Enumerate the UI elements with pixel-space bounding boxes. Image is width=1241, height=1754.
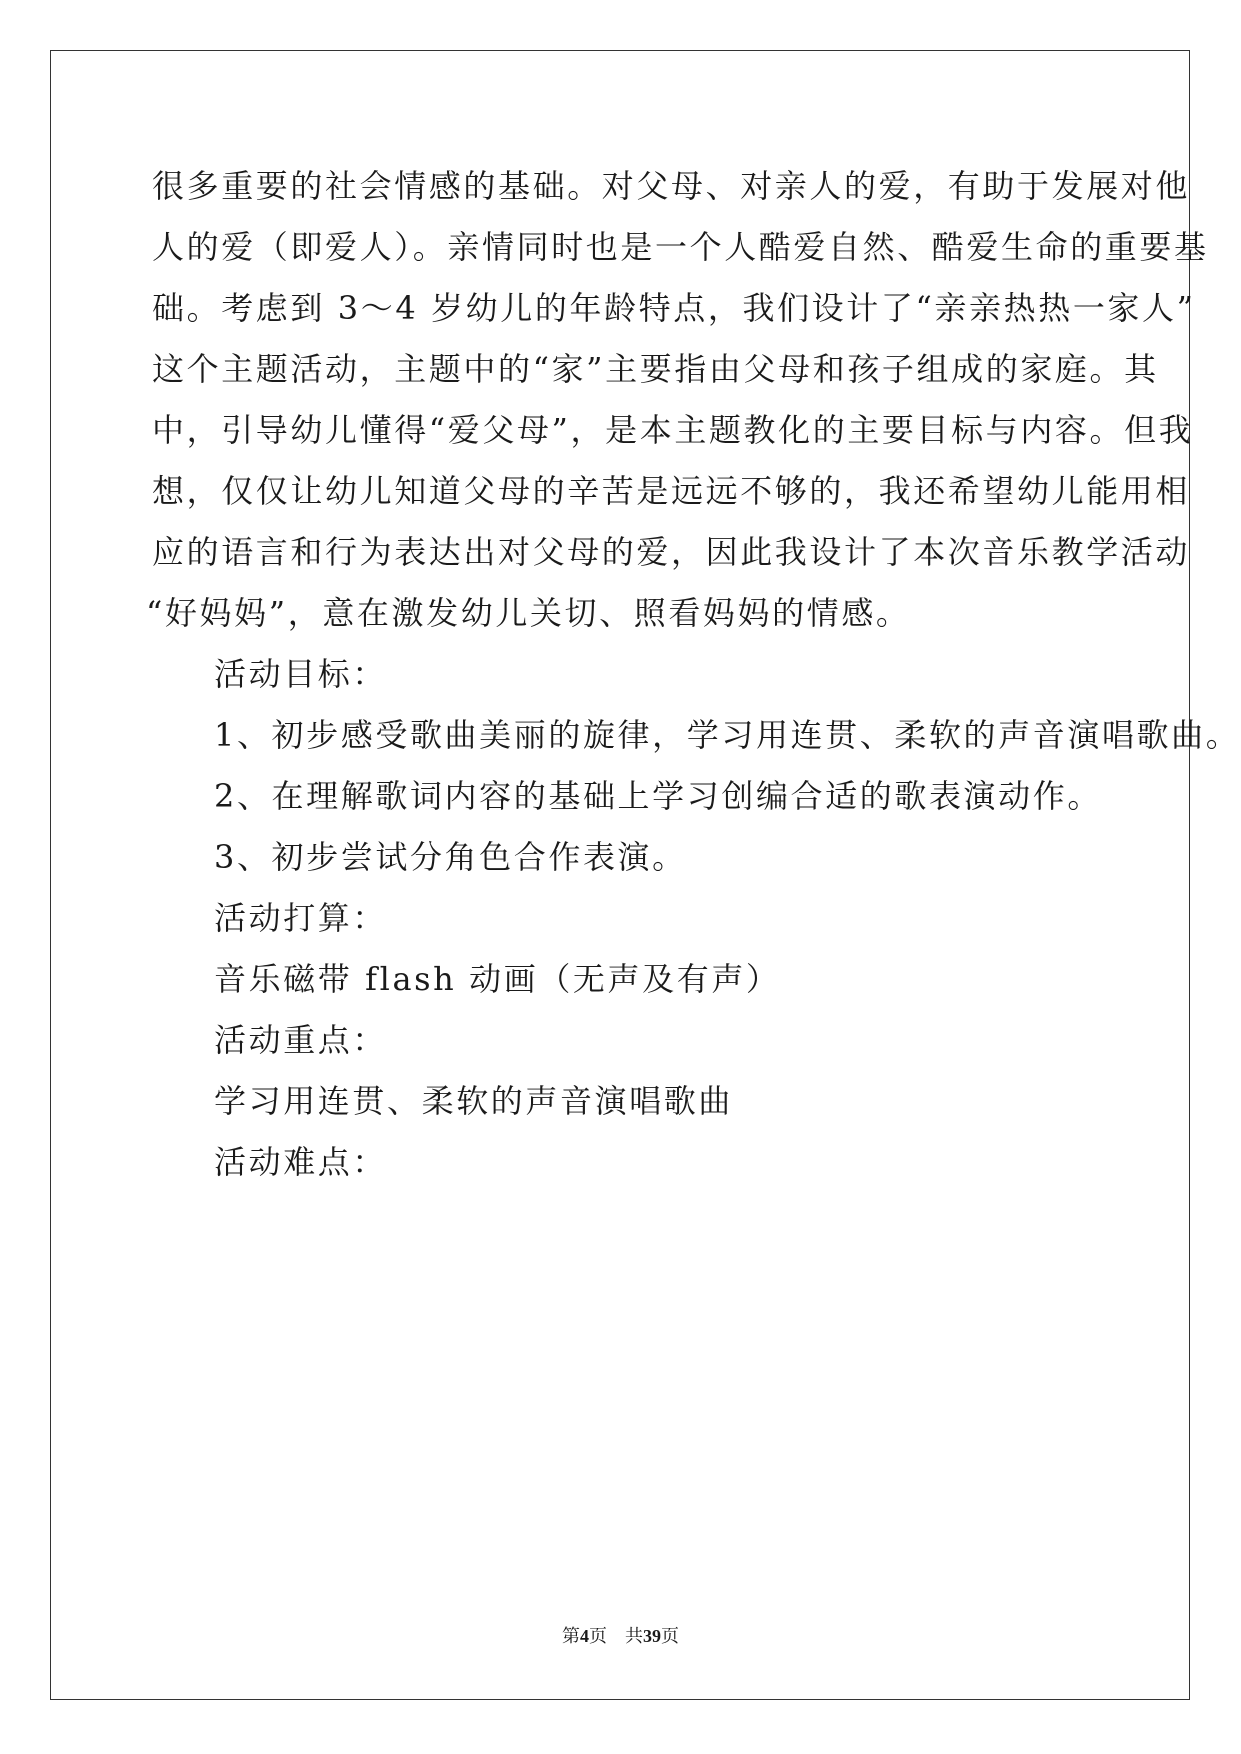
- paragraph-line: 人的爱（即爱人）。亲情同时也是一个人酷爱自然、酷爱生命的重要基: [152, 228, 1209, 266]
- goal-item: 1、初步感受歌曲美丽的旋律，学习用连贯、柔软的声音演唱歌曲。: [214, 716, 1241, 754]
- section-heading-key-points: 活动重点：: [214, 1021, 388, 1059]
- paragraph-line: 础。考虑到 3～4 岁幼儿的年龄特点，我们设计了“亲亲热热一家人”: [152, 289, 1196, 327]
- paragraph-line: “好妈妈”，意在激发幼儿关切、照看妈妈的情感。: [146, 594, 911, 632]
- footer-page-suffix: 页: [589, 1626, 607, 1646]
- footer-total-suffix: 页: [661, 1626, 679, 1646]
- paragraph-line: 想，仅仅让幼儿知道父母的辛苦是远远不够的，我还希望幼儿能用相: [152, 472, 1191, 510]
- total-page-number: 39: [643, 1626, 661, 1646]
- paragraph-line: 中，引导幼儿懂得“爱父母”，是本主题教化的主要目标与内容。但我: [152, 411, 1194, 449]
- footer-total-prefix: 共: [625, 1626, 643, 1646]
- page-footer: [0, 1622, 1241, 1648]
- paragraph-line: 很多重要的社会情感的基础。对父母、对亲人的爱，有助于发展对他: [152, 167, 1191, 205]
- section-heading-difficulties: 活动难点：: [214, 1143, 388, 1181]
- section-heading-goals: 活动目标：: [214, 655, 388, 693]
- key-point-item: 学习用连贯、柔软的声音演唱歌曲: [214, 1082, 734, 1120]
- paragraph-line: 应的语言和行为表达出对父母的爱，因此我设计了本次音乐教学活动: [152, 533, 1191, 571]
- section-heading-preparation: 活动打算：: [214, 899, 388, 937]
- goal-item: 3、初步尝试分角色合作表演。: [214, 838, 687, 876]
- goal-item: 2、在理解歌词内容的基础上学习创编合适的歌表演动作。: [214, 777, 1102, 815]
- footer-prefix: 第: [562, 1626, 580, 1646]
- preparation-item: 音乐磁带 flash 动画（无声及有声）: [214, 960, 781, 998]
- paragraph-line: 这个主题活动，主题中的“家”主要指由父母和孩子组成的家庭。其: [152, 350, 1159, 388]
- current-page-number: 4: [580, 1626, 589, 1646]
